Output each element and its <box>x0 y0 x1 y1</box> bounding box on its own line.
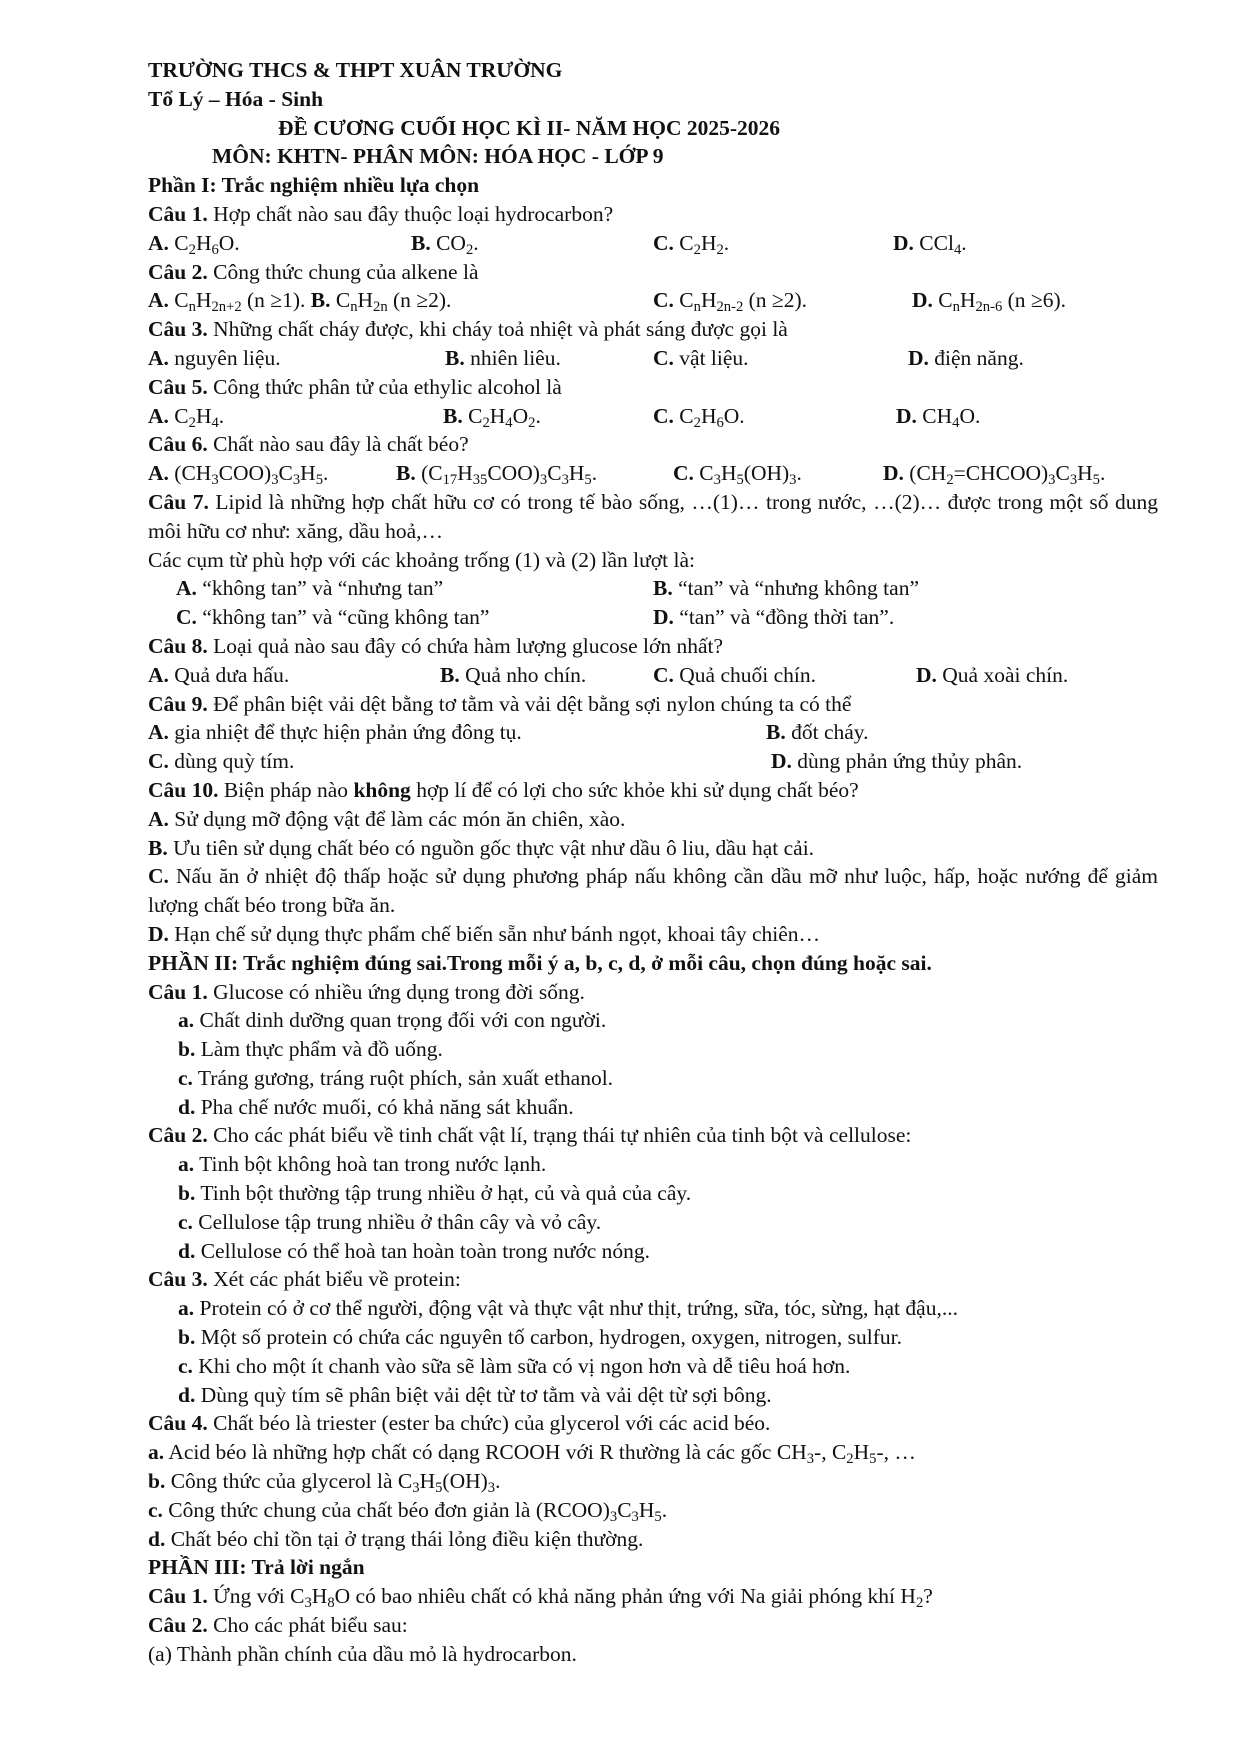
option-d: D. CCl$_4$. <box>893 230 967 258</box>
school-name: TRƯỜNG THCS & THPT XUÂN TRƯỜNG <box>148 58 563 82</box>
statement-b: b. Công thức của glycerol là $C_3H_5(OH)_3$. <box>148 1469 501 1497</box>
question-5: Câu 5. Công thức phân tử của ethylic alcohol là <box>148 374 562 399</box>
question-10-option-a: A. Sử dụng mỡ động vật để làm các món ăn chiên, xào. <box>148 806 626 831</box>
option-c: C. $C_2H_2$. <box>653 230 730 258</box>
question-6-options: A. $(CH_3COO)_3C_3H_5$. B. $(C_{17}H_{35}COO)_3C_3H_5$. C. $C_3H_5(OH)_3$. D. $(CH_2=CHCOO)_3C_3H_5$. <box>148 461 1106 489</box>
part2-heading: PHẦN II: Trắc nghiệm đúng sai.Trong mỗi ý a, b, c, d, ở mỗi câu, chọn đúng hoặc sai. <box>148 950 932 975</box>
statement-d: d. Chất béo chỉ tồn tại ở trạng thái lỏng điều kiện thường. <box>148 1526 644 1551</box>
question-3-options: A. nguyên liệu. B. nhiên liêu. C. vật liệu. D. điện năng. <box>148 345 1024 370</box>
option-a: A. $C_2H_6O$. <box>148 230 240 258</box>
question-1 <box>148 200 1158 229</box>
part3-question-1: Câu 1. Ứng với $C_3H_8O$ có bao nhiêu chất có khả năng phản ứng với Na giải phóng khí $H_2$? <box>148 1584 933 1612</box>
question-10: Câu 10. Biện pháp nào không hợp lí để có lợi cho sức khỏe khi sử dụng chất béo? <box>148 777 859 802</box>
subject-line: MÔN: KHTN- PHÂN MÔN: HÓA HỌC - LỚP 9 <box>212 144 664 169</box>
part2-question-3: Câu 3. Xét các phát biểu về protein: <box>148 1267 461 1292</box>
question-label: Câu 1. <box>148 201 208 226</box>
question-7-prompt: Các cụm từ phù hợp với các khoảng trống (1) và (2) lần lượt là: <box>148 547 695 572</box>
question-10-option-b: B. Ưu tiên sử dụng chất béo có nguồn gốc thực vật như dầu ô liu, dầu hạt cải. <box>148 835 815 860</box>
question-3: Câu 3. Những chất cháy được, khi cháy toả nhiệt và phát sáng được gọi là <box>148 317 788 342</box>
statement-c: c. Công thức chung của chất béo đơn giản là $(RCOO)_3C_3H_5$. <box>148 1497 668 1525</box>
statement-b: b. Làm thực phẩm và đồ uống. <box>178 1037 443 1062</box>
part2-question-4: Câu 4. Chất béo là triester (ester ba chức) của glycerol với các acid béo. <box>148 1411 771 1436</box>
statement-d: d. Dùng quỳ tím sẽ phân biệt vải dệt từ tơ tằm và vải dệt từ sợi bông. <box>178 1382 772 1407</box>
option-c: C. $C_nH_{2n-2}$ (n ≥2). <box>653 288 807 316</box>
question-6: Câu 6. Chất nào sau đây là chất béo? <box>148 432 469 457</box>
statement-a: a. Tinh bột không hoà tan trong nước lạnh. <box>178 1152 547 1177</box>
question-10-option-c: C. Nấu ăn ở nhiệt độ thấp hoặc sử dụng phương pháp nấu không cần dầu mỡ như luộc, hấp, hoặc nướng để giảm lượng chất béo trong bữa ăn. <box>148 864 1158 918</box>
question-9-options-cd: C. dùng quỳ tím. D. dùng phản ứng thủy phân. <box>148 749 1023 774</box>
question-9-options-ab: A. gia nhiệt để thực hiện phản ứng đông tụ. B. đốt cháy. <box>148 720 869 745</box>
part3-question-2: Câu 2. Cho các phát biểu sau: <box>148 1613 408 1638</box>
statement-a: a. Acid béo là những hợp chất có dạng RCOOH với R thường là các gốc $CH_3-$, $C_2H_5-$, … <box>148 1440 916 1468</box>
question-9: Câu 9. Để phân biệt vải dệt bằng tơ tằm và vải dệt bằng sợi nylon chúng ta có thể <box>148 691 852 716</box>
option-b: B. $CO_2$. <box>411 230 479 258</box>
statement-a: a. Chất dinh dưỡng quan trọng đối với con người. <box>178 1008 607 1033</box>
part2-question-1: Câu 1. Glucose có nhiều ứng dụng trong đời sống. <box>148 979 585 1004</box>
document-title: ĐỀ CƯƠNG CUỐI HỌC KÌ II- NĂM HỌC 2025-2026 <box>278 115 781 140</box>
question-8-options: A. Quả dưa hấu. B. Quả nho chín. C. Quả chuối chín. D. Quả xoài chín. <box>148 662 1069 687</box>
statement-a: (a) Thành phần chính của dầu mỏ là hydrocarbon. <box>148 1641 577 1666</box>
question-5-options: A. $C_2H_4$. B. $C_2H_4O_2$. C. $C_2H_6O$. D. $CH_4O$. <box>148 403 981 431</box>
option-a: A. $C_nH_{2n+2}$ (n ≥1). B. $C_nH_{2n}$ (n ≥2). <box>148 288 452 316</box>
question-8: Câu 8. Loại quả nào sau đây có chứa hàm lượng glucose lớn nhất? <box>148 633 724 658</box>
question-7-options-ab: A. “không tan” và “nhưng tan” B. “tan” và “nhưng không tan” <box>176 576 919 601</box>
option-d: D. $C_nH_{2n-6}$ (n ≥6). <box>912 288 1066 316</box>
question-7-options-cd: C. “không tan” và “cũng không tan” D. “tan” và “đồng thời tan”. <box>176 605 895 630</box>
statement-c: c. Cellulose tập trung nhiều ở thân cây và vỏ cây. <box>178 1209 602 1234</box>
statement-b: b. Một số protein có chứa các nguyên tố carbon, hydrogen, oxygen, nitrogen, sulfur. <box>178 1325 902 1350</box>
document-page <box>148 56 1158 1669</box>
department-name: Tổ Lý – Hóa - Sinh <box>148 86 324 111</box>
statement-b: b. Tinh bột thường tập trung nhiều ở hạt, củ và quả của cây. <box>178 1181 692 1206</box>
part3-heading: PHẦN III: Trả lời ngắn <box>148 1555 365 1580</box>
statement-c: c. Khi cho một ít chanh vào sữa sẽ làm sữa có vị ngon hơn và dễ tiêu hoá hơn. <box>178 1353 851 1378</box>
statement-d: d. Pha chế nước muối, có khả năng sát khuẩn. <box>178 1094 574 1119</box>
question-2: Câu 2. Công thức chung của alkene là <box>148 259 479 284</box>
question-7: Câu 7. Lipid là những hợp chất hữu cơ có trong tế bào sống, …(1)… trong nước, …(2)… được trong một số dung môi hữu cơ như: xăng, dầu hoả,… <box>148 489 1159 543</box>
part2-question-2: Câu 2. Cho các phát biểu về tinh chất vật lí, trạng thái tự nhiên của tinh bột và cellulose: <box>148 1123 912 1148</box>
question-text: Hợp chất nào sau đây thuộc loại hydrocarbon? <box>213 201 614 226</box>
question-1-options <box>148 229 1158 258</box>
part1-heading: Phần I: Trắc nghiệm nhiều lựa chọn <box>148 173 480 198</box>
question-10-option-d: D. Hạn chế sử dụng thực phẩm chế biến sẵn như bánh ngọt, khoai tây chiên… <box>148 921 821 946</box>
question-2-options <box>148 286 1158 315</box>
statement-a: a. Protein có ở cơ thể người, động vật và thực vật như thịt, trứng, sữa, tóc, sừng, hạt đậu,... <box>178 1296 958 1321</box>
statement-d: d. Cellulose có thể hoà tan hoàn toàn trong nước nóng. <box>178 1238 651 1263</box>
statement-c: c. Tráng gương, tráng ruột phích, sản xuất ethanol. <box>178 1065 614 1090</box>
